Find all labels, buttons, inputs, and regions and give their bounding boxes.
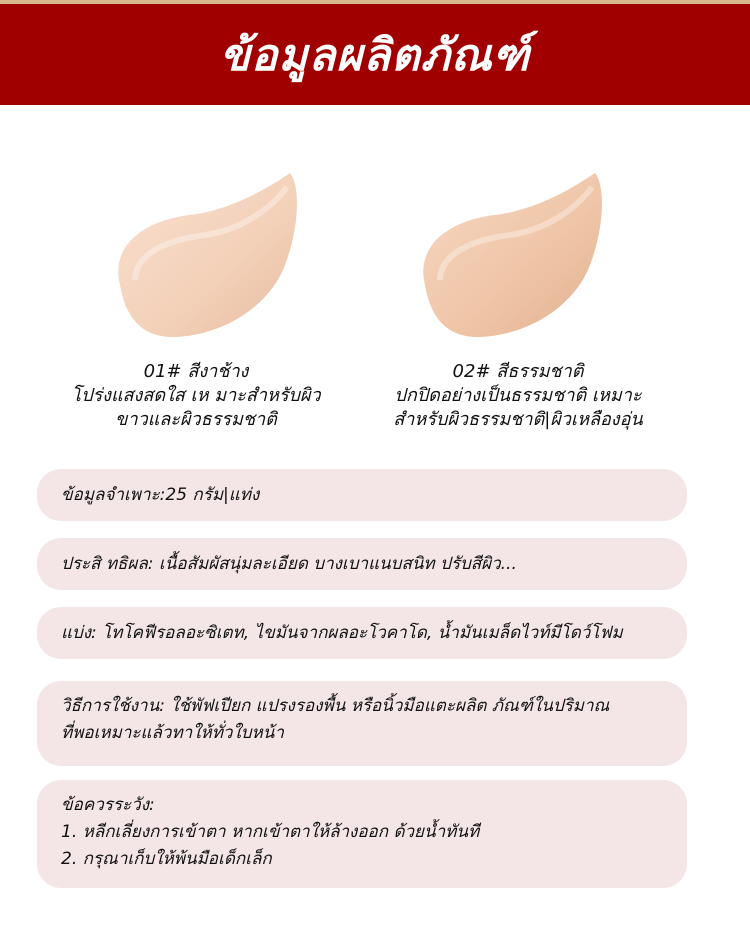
ingredients-text: แบ่ง: โทโคฟีรอลอะซิเตท, ไขมันจากผลอะโวคาโด, น้ำมันเมล็ดไวท์มีโดว์โฟม [61,622,623,643]
usage-line: วิธีการใช้งาน: ใช้พัฟเปียก แปรงรองพื้น หรือนิ้วมือแตะผลิต ภัณฑ์ในปริมาณ [61,696,610,716]
shade-name: 01# สีงาช้าง [143,361,249,382]
caution-item: 2. กรุณาเก็บให้พ้นมือเด็กเล็ก [61,849,272,869]
shade-swatch-ivory [105,165,305,345]
shade-detail-line: สำหรับผิวธรรมชาติ|ผิวเหลืองอุ่น [393,409,643,430]
efficacy-panel [37,538,687,590]
spec-panel [37,469,687,521]
caution-title: ข้อควรระวัง: [61,795,155,815]
shade-description-01 [36,360,356,432]
shade-detail-line: ขาวและผิวธรรมชาติ [115,409,277,430]
usage-line: ที่พอเหมาะแล้วทาให้ทั่วใบหน้า [61,723,284,743]
shade-detail-line: โปร่งแสงสดใส เห มาะสำหรับผิว [71,385,321,406]
header-banner [0,0,750,105]
usage-panel [37,681,687,766]
shade-detail-line: ปกปิดอย่างเป็นธรรมชาติ เหมาะ [394,385,642,406]
shade-name: 02# สีธรรมชาติ [452,361,584,382]
efficacy-text: ประสิ ทธิผล: เนื้อสัมผัสนุ่มละเอียด บางเบาแนบสนิท ปรับสีผิว... [61,553,517,574]
ingredients-panel [37,607,687,659]
caution-item: 1. หลีกเลี่ยงการเข้าตา หากเข้าตาให้ล้างออก ด้วยน้ำทันที [61,822,480,842]
shade-swatch-natural [410,165,610,345]
shade-description-02 [358,360,678,432]
page-title: ข้อมูลผลิตภัณฑ์ [219,29,531,81]
caution-panel [37,780,687,888]
spec-text: ข้อมูลจำเพาะ:25 กรัม|แท่ง [61,484,260,505]
